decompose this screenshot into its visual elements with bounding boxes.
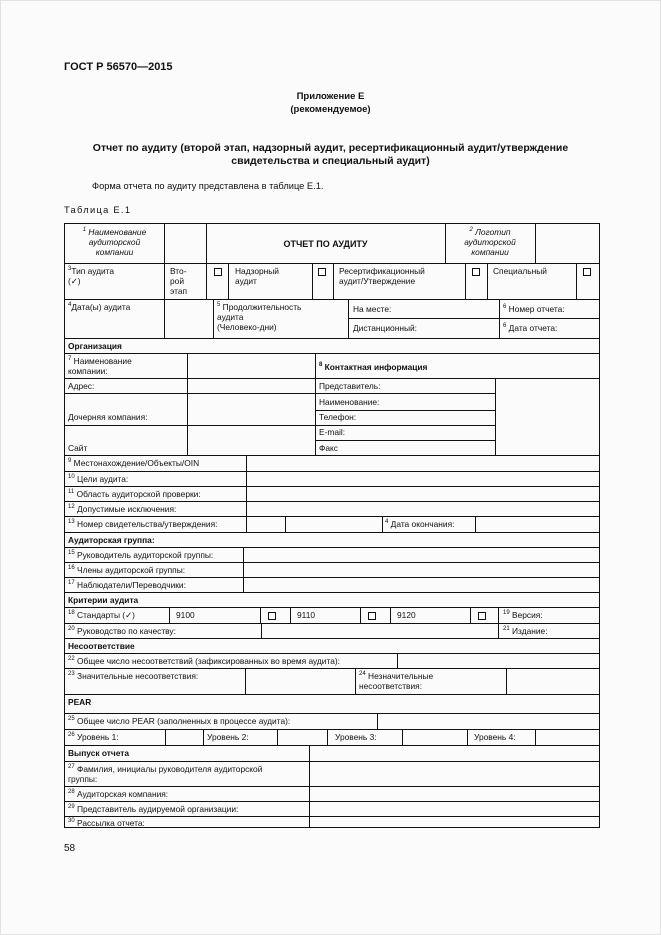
level1-label: $^{26}$ Уровень 1:	[68, 732, 119, 742]
report-title	[60, 142, 601, 168]
appendix-title: Приложение Е	[296, 91, 365, 102]
section-nonconformity: Несоответствие	[68, 641, 135, 651]
special-label: Специальный	[493, 266, 547, 276]
fax-label: Факс	[319, 443, 338, 453]
second-stage-label: Вто- рой этап	[170, 266, 188, 296]
remote-label: Дистанционный:	[353, 323, 417, 333]
level4-label: Уровень 4:	[474, 732, 516, 742]
team-lead-label: $^{15}$ Руководитель аудиторской группы:	[68, 550, 214, 560]
level2-label: Уровень 2:	[207, 732, 249, 742]
section-pear: PEAR	[68, 697, 92, 707]
goals-label: $^{10}$ Цели аудита:	[68, 474, 129, 484]
standard-9100: 9100	[176, 610, 195, 620]
phone-label: Телефон:	[319, 412, 357, 422]
distribution-label: $^{30}$ Рассылка отчета:	[68, 818, 145, 828]
org-name-label: $^1$ Наименование аудиторской компании	[82, 227, 147, 257]
edition-label: $^{21}$ Издание:	[503, 626, 548, 636]
level3-label: Уровень 3:	[335, 732, 377, 742]
nc-major-label: $^{23}$ Значительные несоответствия:	[68, 671, 199, 681]
onsite-label: На месте:	[353, 304, 392, 314]
standard-9120-checkbox[interactable]	[478, 612, 486, 620]
address-label: Адрес:	[68, 381, 95, 391]
report-title-line1: Отчет по аудиту (второй этап, надзорный аудит, ресертификационный аудит/утверждение	[92, 142, 569, 154]
audit-dates-label: $^4$Дата(ы) аудита	[68, 302, 131, 312]
recertification-label: Ресертификационный аудит/Утверждение	[339, 266, 425, 286]
cert-number-label: $^{13}$ Номер свидетельства/утверждения:	[68, 519, 218, 529]
site-label: Сайт	[68, 443, 88, 453]
nc-minor-label: $^{24}$ Незначительные несоответствия:	[359, 671, 434, 691]
exclusions-label: $^{12}$ Допустимые исключения:	[68, 504, 177, 514]
company-name-label: $^7$ Наименование компании:	[68, 356, 132, 376]
appendix-subtitle: (рекомендуемое)	[290, 104, 371, 115]
end-date-label: $^4$ Дата окончания:	[385, 519, 455, 529]
auditee-rep-label: $^{29}$ Представитель аудируемой организации:	[68, 804, 239, 814]
report-date-label: $^6$ Дата отчета:	[503, 323, 558, 333]
standard-9120: 9120	[397, 610, 416, 620]
section-audit-team: Аудиторская группа:	[68, 535, 155, 545]
contact-info-label: $^8$ Контактная информация	[319, 362, 428, 372]
surveillance-checkbox[interactable]	[318, 268, 326, 276]
nc-total-label: $^{22}$ Общее число несоответствий (зафиксированных во время аудита):	[68, 656, 340, 666]
naming-label: Наименование:	[319, 397, 380, 407]
version-label: $^{19}$ Версия:	[503, 610, 543, 620]
lead-name-label: $^{27}$ Фамилия, инициалы руководителя аудиторской группы:	[68, 764, 263, 784]
recertification-checkbox[interactable]	[472, 268, 480, 276]
form-title: ОТЧЕТ ПО АУДИТУ	[283, 239, 368, 249]
representative-label: Представитель:	[319, 381, 381, 391]
audit-type-label: $^3$Тип аудита (✓)	[68, 266, 115, 286]
section-criteria: Критерии аудита	[68, 595, 139, 605]
page-number: 58	[64, 843, 76, 854]
report-number-label: $^6$ Номер отчета:	[503, 304, 565, 314]
second-stage-checkbox[interactable]	[214, 268, 222, 276]
audit-report-form	[64, 223, 600, 828]
standard-9100-checkbox[interactable]	[268, 612, 276, 620]
locations-label: $^9$ Местонахождение/Объекты/OIN	[68, 458, 200, 468]
standard-9110-checkbox[interactable]	[368, 612, 376, 620]
surveillance-label: Надзорный аудит	[235, 266, 279, 286]
observers-label: $^{17}$ Наблюдатели/Переводчики:	[68, 580, 186, 590]
special-checkbox[interactable]	[583, 268, 591, 276]
table-label: Таблица Е.1	[64, 205, 132, 215]
report-title-line2: свидетельства и специальный аудит)	[231, 155, 430, 167]
audit-company-label: $^{28}$ Аудиторская компания:	[68, 789, 169, 799]
standards-label: $^{18}$ Стандарты (✓)	[68, 610, 135, 620]
scope-label: $^{11}$ Область аудиторской проверки:	[68, 489, 201, 499]
email-label: E-mail:	[319, 427, 346, 437]
section-organization: Организация	[68, 341, 122, 351]
subsidiary-label: Дочерняя компания:	[68, 412, 148, 422]
team-members-label: $^{16}$ Члены аудиторской группы:	[68, 565, 186, 575]
pear-total-label: $^{25}$ Общее число PEAR (заполненных в процессе аудита):	[68, 716, 291, 726]
section-issue: Выпуск отчета	[68, 748, 130, 758]
standard-header: ГОСТ Р 56570—2015	[64, 61, 173, 73]
quality-manual-label: $^{20}$ Руководство по качеству:	[68, 626, 176, 636]
logo-label: $^2$ Логотип аудиторской компании	[464, 227, 516, 257]
duration-label: $^5$ Продолжительность аудита (Человеко-дни)	[217, 302, 302, 332]
intro-text: Форма отчета по аудиту представлена в таблице Е.1.	[92, 181, 324, 191]
standard-9110: 9110	[297, 610, 316, 620]
